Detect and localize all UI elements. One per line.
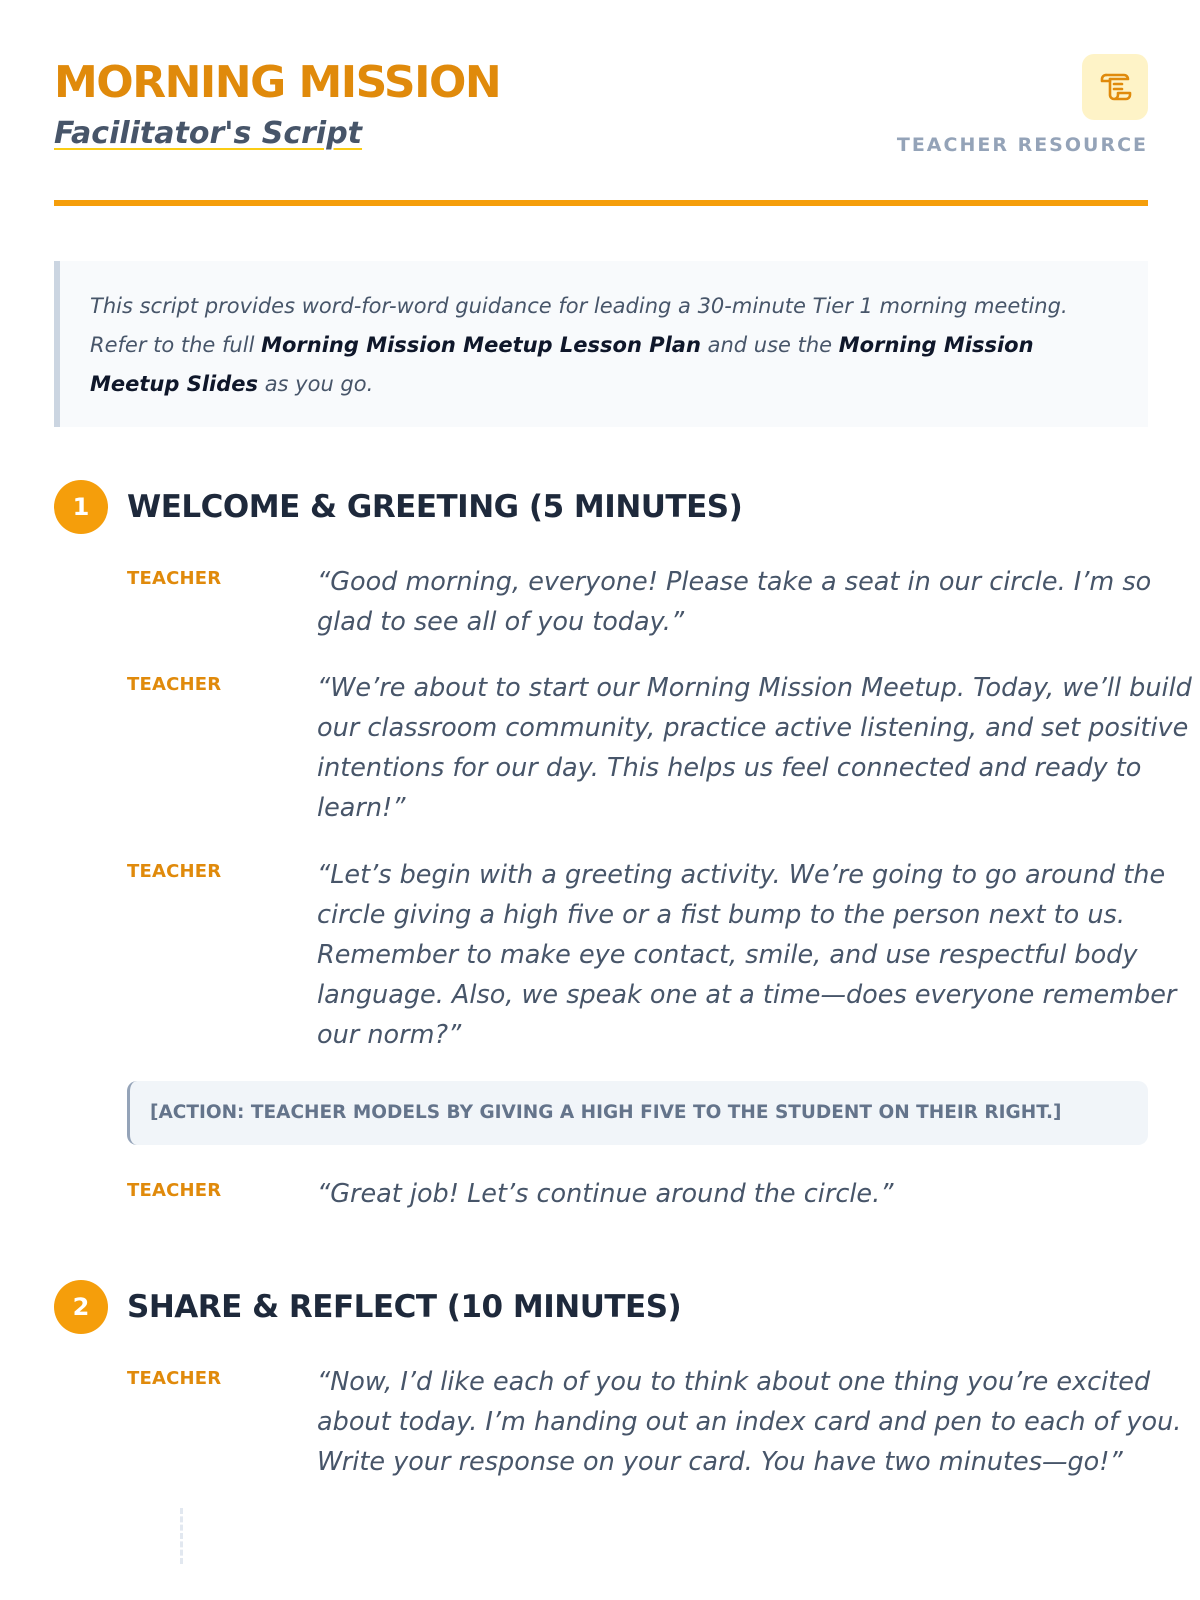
section-number-badge: 1 bbox=[54, 480, 108, 534]
speaker-label: TEACHER bbox=[127, 1180, 222, 1201]
pause-connector bbox=[180, 1508, 183, 1564]
speech-text: “We’re about to start our Morning Mission Meetup. Today, we’ll build our classroom community, practice active listening, and set positive intentions for our day. This helps us feel connected and ready to learn!” bbox=[317, 673, 1192, 823]
intro-slides: Morning Mission Meetup Slides bbox=[90, 333, 1034, 396]
section-2-header bbox=[54, 1280, 1148, 1334]
section-number-badge: 2 bbox=[54, 1280, 108, 1334]
resource-label: TEACHER RESOURCE bbox=[896, 134, 1148, 156]
intro-text-1: This script provides word-for-word guidance for leading a 30-minute Tier 1 morning meeting. Refer to the full bbox=[90, 294, 1068, 357]
intro-callout bbox=[54, 261, 1148, 427]
page-subtitle: Facilitator's Script bbox=[54, 116, 363, 151]
section-title: SHARE & REFLECT (10 MINUTES) bbox=[127, 1289, 682, 1325]
page-title: MORNING MISSION bbox=[54, 57, 501, 108]
script-page bbox=[54, 0, 1192, 1600]
speaker-label: TEACHER bbox=[127, 861, 222, 882]
section-1-header bbox=[54, 480, 1148, 534]
speech-text: “Good morning, everyone! Please take a seat in our circle. I’m so glad to see all of you today.” bbox=[317, 567, 1152, 637]
speech-text: “Let’s begin with a greeting activity. We’re going to go around the circle giving a high five or a fist bump to the person next to us. Remember to make eye contact, smile, and use respectful body language. Also, we speak one at a time—does everyone remember our norm?” bbox=[317, 860, 1177, 1050]
speaker-label: TEACHER bbox=[127, 1368, 222, 1389]
intro-text-2: and use the bbox=[700, 333, 839, 357]
section-title: WELCOME & GREETING (5 MINUTES) bbox=[127, 489, 743, 525]
intro-text-3: as you go. bbox=[258, 372, 374, 396]
speech-text: “Now, I’d like each of you to think about one thing you’re excited about today. I’m handing out an index card and pen to each of you. Write your response on your card. You have two minutes—go!” bbox=[317, 1367, 1182, 1477]
action-note: [ACTION: TEACHER MODELS BY GIVING A HIGH FIVE TO THE STUDENT ON THEIR RIGHT.] bbox=[127, 1081, 1148, 1145]
header-divider bbox=[54, 200, 1148, 206]
speaker-label: TEACHER bbox=[127, 674, 222, 695]
page-header bbox=[54, 58, 1148, 208]
intro-lesson-plan: Morning Mission Meetup Lesson Plan bbox=[261, 333, 701, 357]
scroll-icon bbox=[1082, 54, 1148, 120]
speech-text: “Great job! Let’s continue around the circle.” bbox=[317, 1179, 894, 1209]
speaker-label: TEACHER bbox=[127, 568, 222, 589]
